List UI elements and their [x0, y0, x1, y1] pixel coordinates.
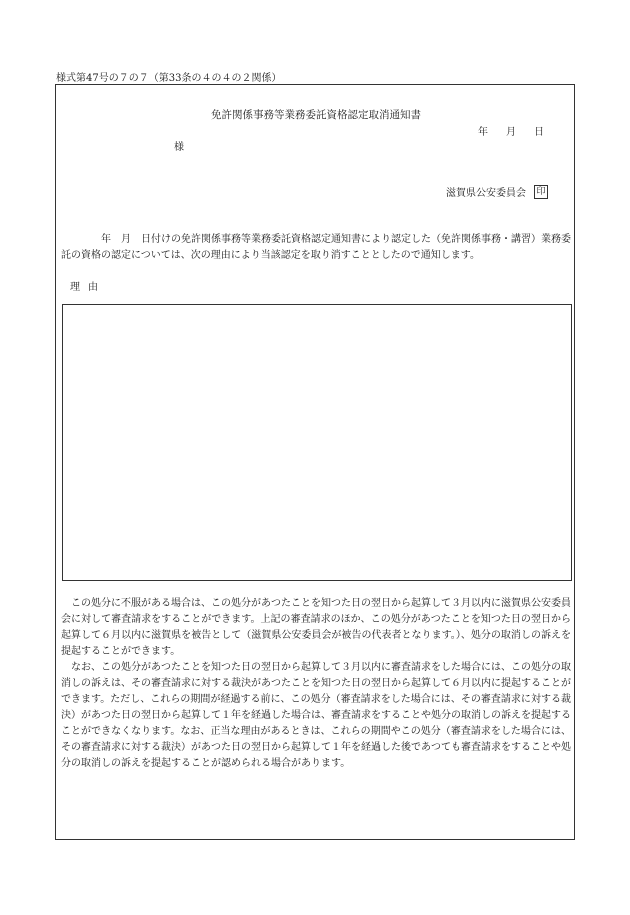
issuer-block: [446, 184, 548, 199]
document-title: 免許関係事務等業務委託資格認定取消通知書: [211, 109, 421, 121]
date-year: 年: [478, 127, 488, 138]
notice-paragraph-1: この処分に不服がある場合は、この処分があつたことを知つた日の翌日から起算して３月以内に滋賀県公安委員会に対して審査請求をすることができます。上記の審査請求のほか、この処分があつたことを知つた日の翌日から起算して６月以内に滋賀県を被告として（滋賀県公安委員会が被告の代表者となります。）、処分の取消しの訴えを提起することができます。: [61, 598, 571, 657]
appeal-notice: [61, 596, 571, 772]
notice-paragraph-2: なお、この処分があつたことを知つた日の翌日から起算して３月以内に審査請求をした場合には、この処分の取消しの訴えは、その審査請求に対する裁決があつたことを知つた日の翌日から起算して６月以内に提起することができます。ただし、これらの期間が経過する前に、この処分（審査請求をした場合には、その審査請求に対する裁決）があつた日の翌日から起算して１年を経過した場合は、審査請求をすることや処分の取消しの訴えを提起することができなくなります。なお、正当な理由があるときは、これらの期間やこの処分（審査請求をした場合には、その審査請求に対する裁決）があつた日の翌日から起算して１年を経過した後であつても審査請求をすることや処分の取消しの訴えを提起することが認められる場合があります。: [61, 662, 571, 769]
date-line: [460, 123, 544, 138]
reason-label: 理由: [70, 282, 106, 293]
recipient-suffix: 様: [174, 142, 184, 153]
document-frame: [55, 84, 575, 840]
date-month: 月: [506, 127, 516, 138]
form-number: 様式第47号の７の７（第33条の４の４の２関係）: [56, 73, 282, 84]
intro-paragraph: 年 月 日付けの免許関係事務等業務委託資格認定通知書により認定した（免許関係事務・講習）業務委託の資格の認定については、次の理由により当該認定を取り消すこととしたので通知します。: [61, 234, 571, 261]
issuer-name: 滋賀県公安委員会: [446, 188, 526, 199]
date-day: 日: [534, 127, 544, 138]
seal-mark: 印: [534, 185, 548, 199]
reason-box[interactable]: [62, 304, 572, 581]
